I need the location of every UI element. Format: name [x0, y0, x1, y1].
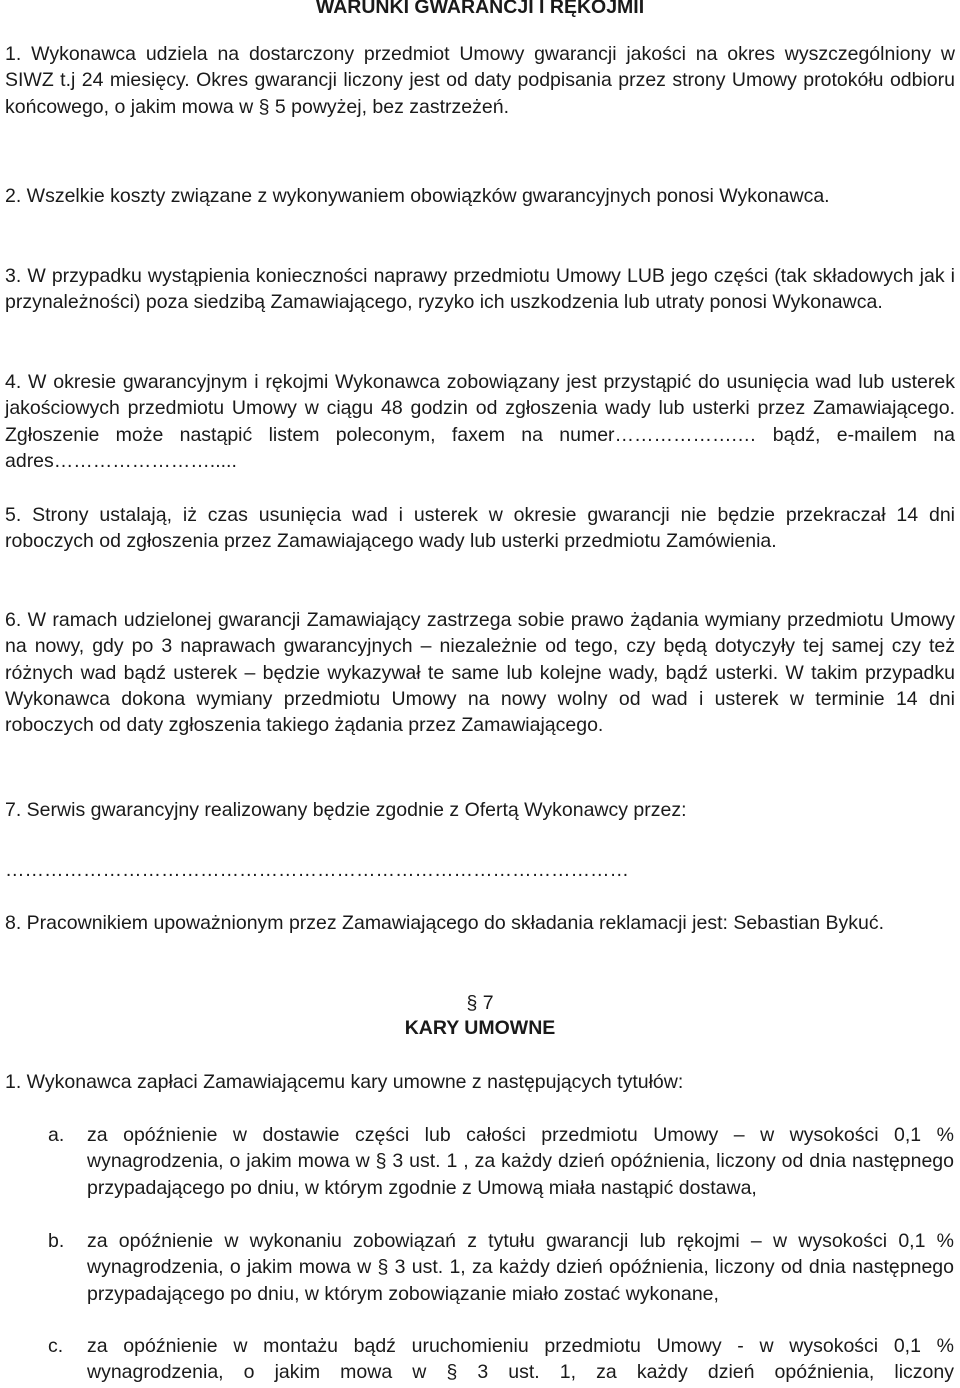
warranty-paragraph-2: 2. Wszelkie koszty związane z wykonywaniem obowiązków gwarancyjnych ponosi Wykonawca.: [5, 185, 830, 207]
list-marker: b.: [48, 1230, 65, 1252]
warranty-paragraph-4: 4. W okresie gwarancyjnym i rękojmi Wykonawca zobowiązany jest przystąpić do usunięcia wad lub usterek jakościowych przedmiotu Umowy w ciągu 48 godzin od zgłoszenia wady lub usterki przez Zamawiającego. Zgłoszenie może nastąpić listem poleconym, faxem na numer……………….… bądź, e-mailem na adres…………………….....: [5, 371, 955, 472]
penalties-title: KARY UMOWNE: [404, 1017, 556, 1039]
section-number: § 7: [466, 992, 494, 1014]
warranty-paragraph-1: 1. Wykonawca udziela na dostarczony przedmiot Umowy gwarancji jakości na okres wyszczególniony w SIWZ t.j 24 miesięcy. Okres gwarancji liczony jest od daty podpisania przez strony Umowy protokółu odbioru końcowego, o jakim mowa w § 5 powyżej, bez zastrzeżeń.: [5, 43, 955, 118]
warranty-paragraph-5: 5. Strony ustalają, iż czas usunięcia wad i usterek w okresie gwarancji nie będzie przekraczał 14 dni roboczych od zgłoszenia przez Zamawiającego wady lub usterki przedmiotu Zamówienia.: [5, 504, 955, 553]
warranty-paragraph-3: 3. W przypadku wystąpienia konieczności naprawy przedmiotu Umowy LUB jego części (tak składowych jak i przynależności) poza siedzibą Zamawiającego, ryzyko ich uszkodzenia lub utraty ponosi Wykonawca.: [5, 265, 955, 314]
penalty-item-text: za opóźnienie w dostawie części lub całości przedmiotu Umowy – w wysokości 0,1 % wynagrodzenia, o jakim mowa w § 3 ust. 1 , za każdy dzień opóźnienia, liczony od dnia następnego przypadającego po dniu, w którym zgodnie z Umową miała nastąpić dostawa,: [87, 1124, 954, 1199]
warranty-title: WARUNKI GWARANCJI I RĘKOJMII: [315, 0, 645, 18]
penalty-item-text: za opóźnienie w wykonaniu zobowiązań z tytułu gwarancji lub rękojmi – w wysokości 0,1 % wynagrodzenia, o jakim mowa w § 3 ust. 1, za każdy dzień opóźnienia, liczony od dnia następnego przypadającego po dniu, w którym zobowiązanie miało zostać wykonane,: [87, 1230, 954, 1305]
warranty-paragraph-7: 7. Serwis gwarancyjny realizowany będzie zgodnie z Ofertą Wykonawcy przez:: [5, 799, 687, 821]
penalty-item-c: [48, 1333, 954, 1386]
penalty-item-a: [48, 1122, 954, 1201]
list-marker: a.: [48, 1124, 65, 1146]
warranty-paragraph-6: 6. W ramach udzielonej gwarancji Zamawiający zastrzega sobie prawo żądania wymiany przedmiotu Umowy na nowy, gdy po 3 naprawach gwarancyjnych – niezależnie od tego, czy będą dotyczyły tej samej czy też różnych wad bądź usterek – będzie wykazywał te same lub kolejne wady, bądź usterki. W takim przypadku Wykonawca dokona wymiany przedmiotu Umowy na nowy wolny od wad i usterek w terminie 14 dni roboczych od daty zgłoszenia takiego żądania przez Zamawiającego.: [5, 609, 955, 737]
warranty-paragraph-8: 8. Pracownikiem upoważnionym przez Zamawiającego do składania reklamacji jest: Sebastian Bykuć.: [5, 912, 884, 934]
penalty-item-text: za opóźnienie w montażu bądź uruchomieniu przedmiotu Umowy - w wysokości 0,1 % wynagrodzenia, o jakim mowa w § 3 ust. 1, za każdy dzień opóźnienia, liczony: [87, 1335, 954, 1384]
list-marker: c.: [48, 1335, 64, 1357]
service-blank-line: ……………………………………………………………………………………: [5, 859, 629, 881]
penalty-item-b: [48, 1228, 954, 1307]
penalties-intro: 1. Wykonawca zapłaci Zamawiającemu kary umowne z następujących tytułów:: [5, 1071, 684, 1093]
